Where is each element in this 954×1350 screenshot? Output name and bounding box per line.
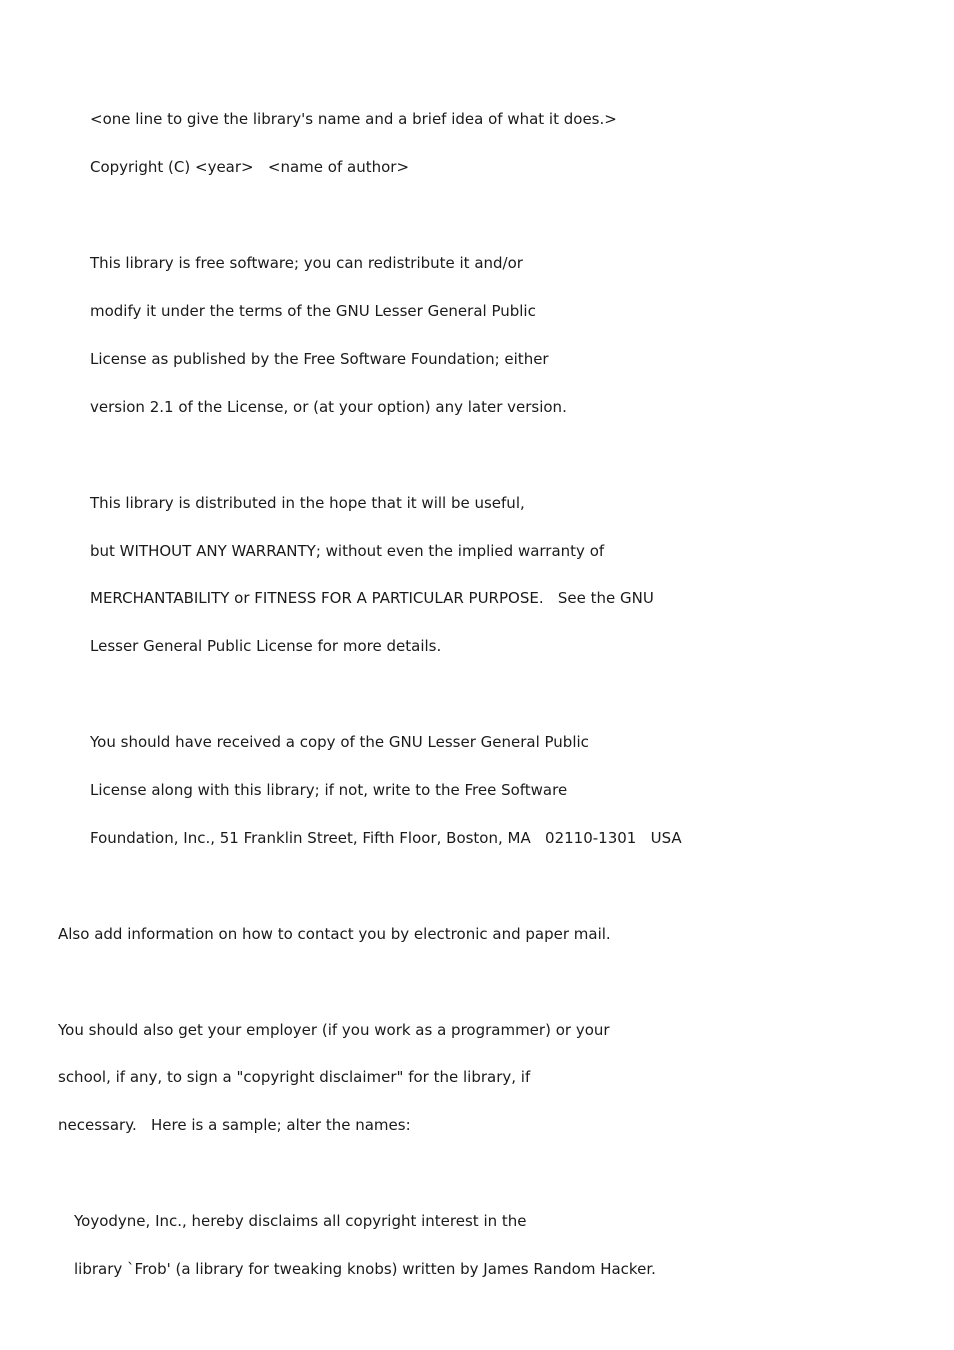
free-software-line-3: License as published by the Free Software Foundation; either <box>90 350 549 368</box>
warranty-line-4: Lesser General Public License for more details. <box>90 637 442 655</box>
received-copy-line-1: You should have received a copy of the GNU Lesser General Public <box>90 733 589 751</box>
received-copy-line-2: License along with this library; if not, write to the Free Software <box>90 781 568 799</box>
employer-line-2: school, if any, to sign a "copyright disclaimer" for the library, if <box>58 1068 531 1086</box>
warranty-line-2: but WITHOUT ANY WARRANTY; without even the implied warranty of <box>90 542 605 560</box>
employer-line-3: necessary. Here is a sample; alter the names: <box>58 1116 411 1134</box>
received-copy-line-3: Foundation, Inc., 51 Franklin Street, Fifth Floor, Boston, MA 02110-1301 USA <box>90 829 682 847</box>
notice-line-2: Copyright (C) <year> <name of author> <box>90 158 410 176</box>
sample-disclaimer-line-2: library `Frob' (a library for tweaking knobs) written by James Random Hacker. <box>74 1260 656 1278</box>
sample-disclaimer-line-1: Yoyodyne, Inc., hereby disclaims all copyright interest in the <box>74 1212 527 1230</box>
free-software-line-2: modify it under the terms of the GNU Lesser General Public <box>90 302 536 320</box>
warranty-line-3: MERCHANTABILITY or FITNESS FOR A PARTICULAR PURPOSE. See the GNU <box>90 589 654 607</box>
employer-line-1: You should also get your employer (if you work as a programmer) or your <box>58 1021 610 1039</box>
free-software-line-1: This library is free software; you can redistribute it and/or <box>90 254 523 272</box>
warranty-line-1: This library is distributed in the hope that it will be useful, <box>90 494 525 512</box>
free-software-line-4: version 2.1 of the License, or (at your option) any later version. <box>90 398 567 416</box>
notice-line-1: <one line to give the library's name and a brief idea of what it does.> <box>90 110 617 128</box>
contact-info-line: Also add information on how to contact you by electronic and paper mail. <box>58 925 611 943</box>
